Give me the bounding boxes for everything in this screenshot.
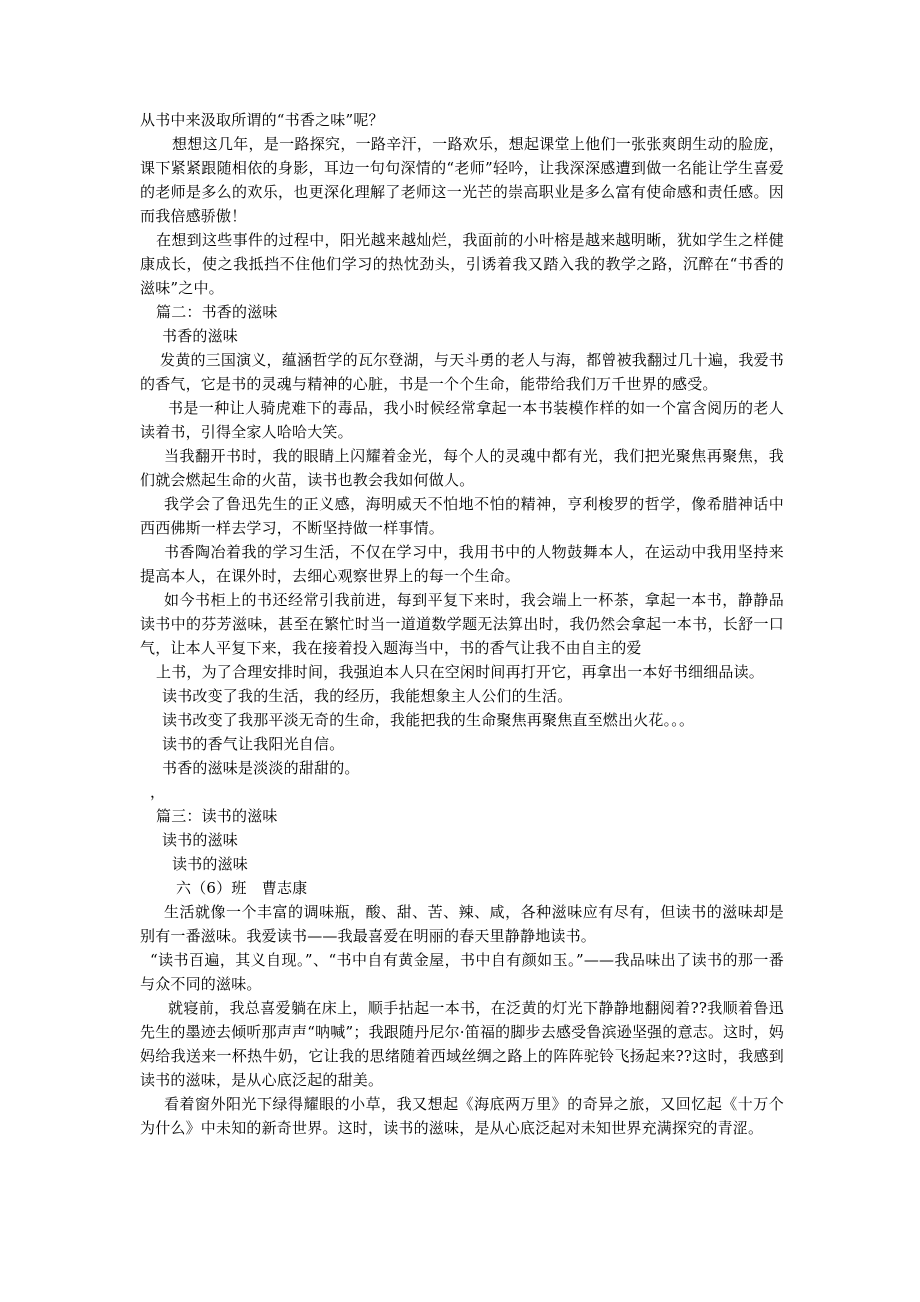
paragraph-reflection: 想想这几年，是一路探究，一路辛汗，一路欢乐，想起课堂上他们一张张爽朗生动的脸庞，课下紧紧跟随相依的身影，耳边一句句深情的“老师”轻吟，让我深深感遭到做一名能让学生喜爱的老师是多么的欢乐，也更深化理解了老师这一光芒的崇高职业是多么富有使命感和责任感。因而我倍感骄傲！: [140, 135, 784, 225]
paragraph-continued-line: 上书，为了合理安排时间，我强迫本人只在空闲时间再打开它，再拿出一本好书细细品读。: [156, 663, 765, 681]
paragraph-confidence: 读书的香气让我阳光自信。: [162, 735, 345, 753]
section-heading-part-three: 篇三：读书的滋味: [156, 807, 278, 825]
paragraph-bedtime-reading: 就寝前，我总喜爱躺在床上，顺手拈起一本书，在泛黄的灯光下静静地翻阅着??我顺着鲁迅先生的墨迹去倾听那声声“呐喊”；我跟随丹尼尔·笛福的脚步去感受鲁滨逊坚强的意志。这时，妈妈给我送来一杯热牛奶，它让我的思绪随着西域丝绸之路上的阵阵驼铃飞扬起来??这时，我感到读书的滋味，是从心底泛起的甜美。: [140, 999, 784, 1089]
article-subtitle-reading: 读书的滋味: [172, 855, 249, 873]
author-line: 六（6）班 曹志康: [176, 879, 308, 897]
paragraph-sweet-taste: 书香的滋味是淡淡的甜甜的。: [162, 759, 360, 777]
stray-comma: ，: [150, 783, 166, 801]
document-body: [140, 108, 784, 1140]
paragraph-opening-books: 当我翻开书时，我的眼睛上闪耀着金光，每个人的灵魂中都有光，我们把光聚焦再聚焦，我们就会燃起生命的火苗，读书也教会我如何做人。: [140, 447, 784, 489]
paragraph-changed-life-spark: 读书改变了我那平淡无奇的生命，我能把我的生命聚焦再聚焦直至燃出火花。。。: [162, 711, 695, 729]
paragraph-intro-line: 从书中来汲取所谓的“书香之味”呢？: [140, 111, 384, 129]
paragraph-bookcase: 如今书柜上的书还经常引我前进，每到平复下来时，我会端上一杯茶，拿起一本书，静静品读书中的芬芳滋味，甚至在繁忙时当一道道数学题无法算出时，我仍然会拿起一本书，长舒一口气，让本人平复下来，我在接着投入题海当中，书的香气让我不由自主的爱: [140, 591, 784, 657]
paragraph-quotes: “读书百遍，其义自现。”、“书中自有黄金屋，书中自有颜如玉。”——我品味出了读书的那一番与众不同的滋味。: [140, 951, 784, 993]
paragraph-events: 在想到这些事件的过程中，阳光越来越灿烂，我面前的小叶榕是越来越明晰，犹如学生之样健康成长，使之我抵挡不住他们学习的热忱劲头，引诱着我又踏入我的教学之路，沉醉在“书香的滋味”之中。: [140, 231, 784, 297]
paragraph-book-addiction: 书是一种让人骑虎难下的毒品，我小时候经常拿起一本书装模作样的如一个富含阅历的老人读着书，引得全家人哈哈大笑。: [140, 399, 784, 441]
section-heading-part-two: 篇二：书香的滋味: [156, 303, 278, 321]
article-title-reading: 读书的滋味: [162, 831, 239, 849]
article-title-book-fragrance: 书香的滋味: [162, 327, 239, 345]
paragraph-study-life: 书香陶冶着我的学习生活，不仅在学习中，我用书中的人物鼓舞本人，在运动中我用坚持来提高本人，在课外时，去细心观察世界上的每一个生命。: [140, 543, 784, 585]
paragraph-learned-values: 我学会了鲁迅先生的正义感，海明威天不怕地不怕的精神，亨利梭罗的哲学，像希腊神话中西西佛斯一样去学习，不断坚持做一样事情。: [140, 495, 784, 537]
paragraph-classic-books: 发黄的三国演义，蕴涵哲学的瓦尔登湖，与天斗勇的老人与海，都曾被我翻过几十遍，我爱书的香气，它是书的灵魂与精神的心脏，书是一个个生命，能带给我们万千世界的感受。: [140, 351, 784, 393]
paragraph-life-flavors: 生活就像一个丰富的调味瓶，酸、甜、苦、辣、咸，各种滋味应有尽有，但读书的滋味却是别有一番滋味。我爱读书——我最喜爱在明丽的春天里静静地读书。: [140, 903, 784, 945]
paragraph-window-grass: 看着窗外阳光下绿得耀眼的小草，我又想起《海底两万里》的奇异之旅，又回忆起《十万个为什么》中未知的新奇世界。这时，读书的滋味，是从心底泛起对未知世界充满探究的青涩。: [140, 1095, 784, 1137]
paragraph-changed-life: 读书改变了我的生活，我的经历，我能想象主人公们的生活。: [162, 687, 573, 705]
